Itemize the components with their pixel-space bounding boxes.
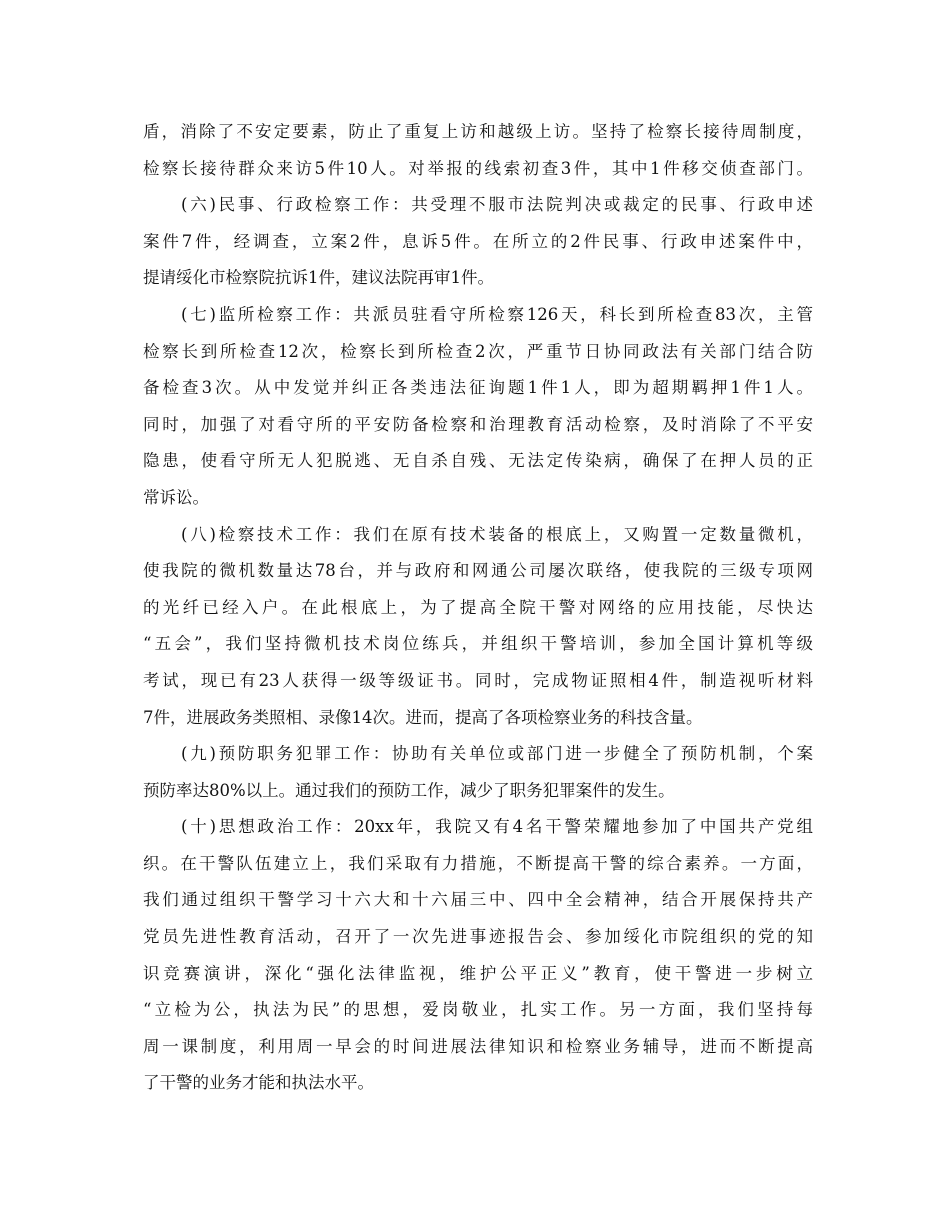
paragraph-start-line: (八)检察技术工作：我们在原有技术装备的根底上，又购置一定数量微机， <box>181 524 813 544</box>
text-line: 预防率达80%以上。通过我们的预防工作，减少了职务犯罪案件的发生。 <box>143 780 675 800</box>
paragraph-start-line: (七)监所检察工作：共派员驻看守所检察126天，科长到所检查83次，主管 <box>181 304 813 324</box>
text-line: 7件，进展政务类照相、录像14次。进而，提高了各项检察业务的科技含量。 <box>143 707 703 727</box>
text-line: 使我院的微机数量达78台，并与政府和网通公司屡次联络，使我院的三级专项网 <box>143 561 813 581</box>
text-line: 检察长到所检查12次，检察长到所检查2次，严重节日协同政法有关部门结合防 <box>143 341 813 361</box>
paragraph-start-line: (六)民事、行政检察工作：共受理不服市法院判决或裁定的民事、行政申述 <box>181 195 813 215</box>
text-line: 了干警的业务才能和执法水平。 <box>143 1073 374 1093</box>
text-line: 隐患，使看守所无人犯脱逃、无自杀自残、无法定传染病，确保了在押人员的正 <box>143 451 813 471</box>
text-line: 党员先进性教育活动，召开了一次先进事迹报告会、参加绥化市院组织的党的知 <box>143 927 813 947</box>
paragraph-start-line: (九)预防职务犯罪工作：协助有关单位或部门进一步健全了预防机制，个案 <box>181 744 813 764</box>
text-line: 周一课制度，利用周一早会的时间进展法律知识和检察业务辅导，进而不断提高 <box>143 1036 813 1056</box>
text-line: 同时，加强了对看守所的平安防备检察和治理教育活动检察，及时消除了不平安 <box>143 414 813 434</box>
text-line: 案件7件，经调查，立案2件，息诉5件。在所立的2件民事、行政申述案件中， <box>143 231 813 251</box>
text-line: 备检查3次。从中发觉并纠正各类违法征询题1件1人，即为超期羁押1件1人。 <box>143 378 813 398</box>
text-line: “五会”，我们坚持微机技术岗位练兵，并组织干警培训，参加全国计算机等级 <box>143 634 813 654</box>
paragraph-start-line: (十)思想政治工作：20xx年，我院又有4名干警荣耀地参加了中国共产党组 <box>181 817 813 837</box>
text-line: 我们通过组织干警学习十六大和十六届三中、四中全会精神，结合开展保持共产 <box>143 890 813 910</box>
text-line: 织。在干警队伍建立上，我们采取有力措施，不断提高干警的综合素养。一方面， <box>143 853 813 873</box>
text-line: 检察长接待群众来访5件10人。对举报的线索初查3件，其中1件移交侦查部门。 <box>143 158 813 178</box>
text-line: 提请绥化市检察院抗诉1件，建议法院再审1件。 <box>143 268 494 288</box>
text-line: “立检为公，执法为民”的思想，爱岗敬业，扎实工作。另一方面，我们坚持每 <box>143 1000 813 1020</box>
text-line: 盾，消除了不安定要素，防止了重复上访和越级上访。坚持了检察长接待周制度， <box>143 122 813 141</box>
text-line: 识竞赛演讲，深化“强化法律监视，维护公平正义”教育，使干警进一步树立 <box>143 963 813 983</box>
text-line: 常诉讼。 <box>143 487 209 507</box>
text-line: 考试，现已有23人获得一级等级证书。同时，完成物证照相4件，制造视听材料 <box>143 670 813 690</box>
document-body <box>143 114 813 1102</box>
text-line: 的光纤已经入户。在此根底上，为了提高全院干警对网络的应用技能，尽快达 <box>143 597 813 617</box>
